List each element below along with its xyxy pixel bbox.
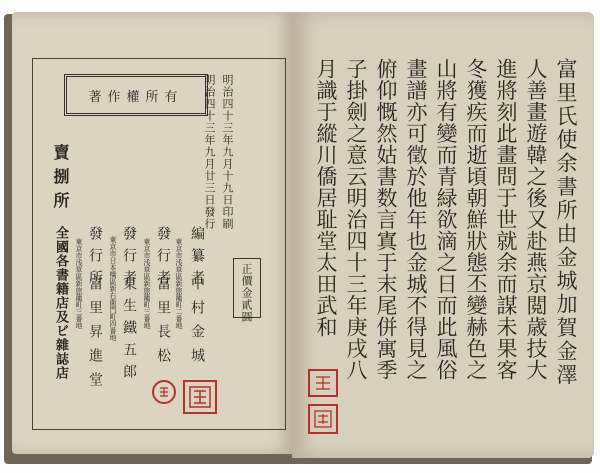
preface-line-2: 人善畫遊韓之後又赴燕京閲歳技大 — [524, 58, 548, 381]
seal-glyph-icon — [187, 384, 213, 410]
publisher-seal — [152, 380, 176, 404]
editor-address: 東京市浅草區新旅籠町二番地 — [175, 238, 183, 329]
copyright-notice-box — [64, 74, 208, 116]
price-text: 正價金貳圓 — [240, 263, 253, 323]
issuer-label: 發行所 — [87, 226, 103, 292]
seller-text: 全國各書籍店及ビ雜誌店 — [53, 226, 68, 380]
seller-label: 賣捌所 — [51, 144, 70, 216]
preface-line-4: 冬獲疾而逝頃朝鮮狀態丕變赫色之 — [464, 58, 488, 381]
publisher2-label: 發行者 — [121, 226, 137, 292]
author-seal-lower — [308, 404, 338, 434]
preface-line-8: 子掛劍之意云明治四十三年庚戌八 — [344, 58, 368, 381]
seal-glyph-icon — [312, 408, 334, 430]
preface-line-1: 富里氏使余書所由金城加賀金澤 — [554, 58, 578, 387]
seal-glyph-icon — [156, 384, 172, 400]
preface-line-5: 山將有變而青緑欲滴之日而此風俗 — [434, 58, 458, 381]
author-seal-upper — [308, 369, 338, 397]
preface-line-9: 月識于縱川僑居耻堂太田武和 — [314, 58, 338, 338]
print-date: 明治四十三年九月十九日印刷 — [221, 74, 234, 230]
price-box — [233, 258, 261, 323]
editor-name: 中村金城 — [189, 276, 205, 372]
publisher1-name: 富里長松 — [155, 276, 171, 372]
publisher2-address: 東京市日本橋區新右衞門町四番地 — [109, 236, 117, 341]
publisher1-address: 東京市浅草區新旅籠町三番地 — [143, 238, 151, 329]
editor-label: 編纂者 — [189, 226, 205, 292]
publisher1-label: 發行者 — [155, 226, 171, 292]
issuer-address: 東京市浅草區新旅籠町三番地 — [75, 238, 83, 329]
editor-seal — [183, 380, 217, 414]
issuer-name: 富里昇進堂 — [87, 276, 103, 396]
preface-line-3: 進將刻此畫問于世就余而謀未果客 — [494, 58, 518, 381]
seal-glyph-icon — [312, 373, 334, 393]
publisher2-name: 東生鐵五郎 — [121, 276, 137, 386]
copyright-title: 著作權所有 — [88, 89, 184, 105]
preface-line-7: 俯仰慨然姑書数言寘于末尾併寓季 — [374, 58, 398, 381]
preface-line-6: 畫譜亦可徵於他年也金城不得見之 — [404, 58, 428, 381]
publish-date: 明治四十三年九月廿三日發行 — [203, 74, 216, 230]
